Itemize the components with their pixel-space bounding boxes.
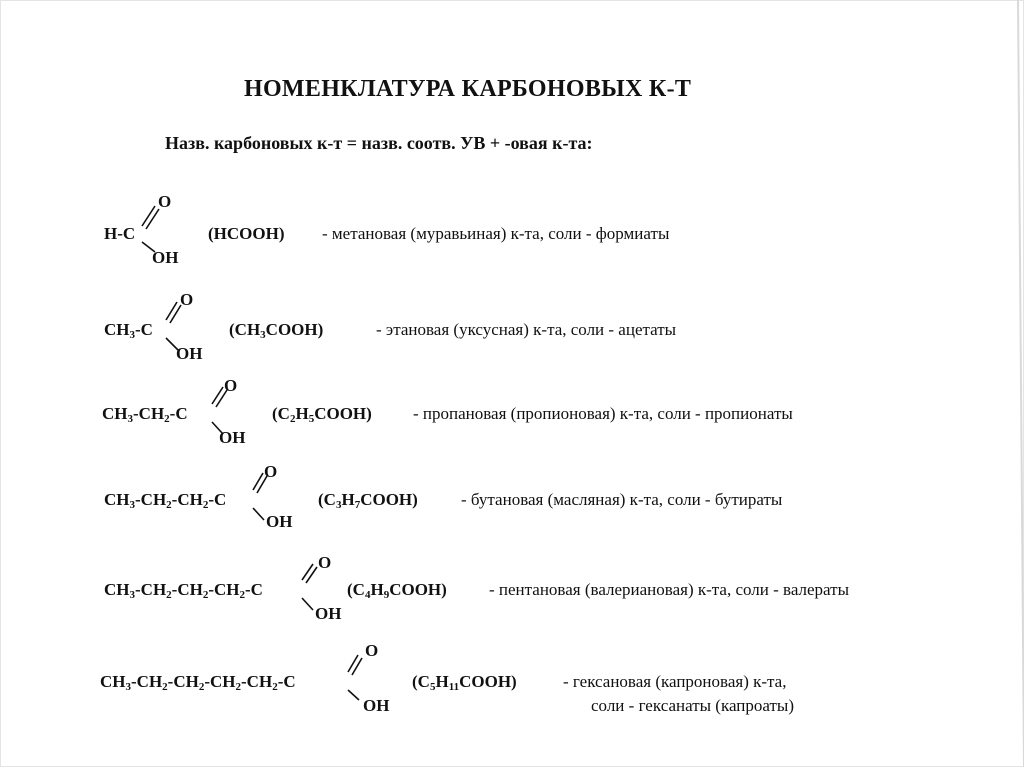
formula-subscript: 3: [335, 499, 342, 511]
acid-row-hexanoic: [0, 638, 1024, 728]
carbonyl-oxygen: O: [158, 192, 172, 211]
condensed-formula: $(C_3H_7COOH)$: [318, 490, 418, 511]
formula-subscript: 2: [164, 413, 170, 425]
page-title: НОМЕНКЛАТУРА КАРБОНОВЫХ К-Т: [244, 76, 692, 102]
formula-subscript: 2: [272, 681, 278, 693]
formula-subscript: 3: [129, 329, 135, 341]
carbonyl-oxygen: O: [318, 553, 332, 572]
acid-row-pentanoic: [0, 552, 1024, 642]
formula-subscript: 2: [235, 681, 242, 693]
formula-subscript: 3: [129, 589, 135, 601]
acid-row-methanoic: [0, 190, 1024, 280]
formula-subscript: 2: [289, 413, 296, 425]
structural-chain: $CH_3-CH_2-C$: [102, 404, 188, 425]
acid-description: - гексановая (капроновая) к-та,: [563, 672, 787, 691]
hydroxyl-group: OH: [219, 428, 246, 447]
hydroxyl-group: OH: [363, 696, 390, 715]
carbonyl-oxygen: O: [180, 290, 194, 309]
formula-subscript: 5: [308, 413, 315, 425]
hydroxyl-group: OH: [266, 512, 293, 531]
acid-description: - метановая (муравьиная) к-та, соли - формиаты: [322, 224, 670, 243]
hydroxyl-group: OH: [152, 248, 179, 267]
condensed-formula: (HCOOH): [208, 224, 285, 243]
acid-description: - бутановая (масляная) к-та, соли - бутираты: [461, 490, 783, 509]
formula-subscript: 3: [125, 681, 131, 693]
formula-subscript: 2: [166, 499, 172, 511]
formula-subscript: 7: [354, 499, 361, 511]
formula-subscript: 2: [202, 589, 209, 601]
naming-rule: Назв. карбоновых к-т = назв. соотв. УВ + -овая к-та:: [165, 133, 593, 153]
formula-subscript: 9: [383, 589, 390, 601]
carbonyl-oxygen: O: [264, 462, 278, 481]
acid-row-ethanoic: [0, 288, 1024, 378]
acid-description: - пропановая (пропионовая) к-та, соли - пропионаты: [413, 404, 793, 423]
formula-subscript: 2: [202, 499, 209, 511]
carbonyl-oxygen: O: [224, 376, 238, 395]
condensed-formula: $(CH_3COOH)$: [229, 320, 324, 341]
formula-subscript: 2: [166, 589, 172, 601]
formula-subscript: 2: [239, 589, 246, 601]
formula-subscript: 5: [429, 681, 436, 693]
acid-description: - пентановая (валериановая) к-та, соли - валераты: [489, 580, 850, 599]
formula-subscript: 3: [260, 329, 266, 341]
condensed-formula: $(C_2H_5COOH)$: [272, 404, 372, 425]
formula-subscript: 4: [364, 589, 371, 601]
carbonyl-oxygen: O: [365, 641, 379, 660]
formula-subscript: 2: [198, 681, 205, 693]
condensed-formula: $(C_4H_9COOH)$: [347, 580, 447, 601]
condensed-formula: $(C_5H_{11}COOH)$: [412, 672, 517, 693]
formula-subscript: 2: [162, 681, 168, 693]
structural-chain: H-C: [104, 224, 136, 243]
structural-chain: $CH_3-CH_2-CH_2-CH_2-C$: [104, 580, 263, 601]
hydroxyl-group: OH: [176, 344, 203, 363]
formula-subscript: 3: [129, 499, 135, 511]
acid-description-salts: соли - гексанаты (капроаты): [591, 696, 794, 715]
acid-description: - этановая (уксусная) к-та, соли - ацетаты: [376, 320, 677, 339]
formula-subscript: 3: [127, 413, 133, 425]
acid-row-propanoic: [0, 374, 1024, 464]
structural-chain: $CH_3-CH_2-CH_2-C$: [104, 490, 227, 511]
structural-chain: $CH_3-CH_2-CH_2-CH_2-CH_2-C$: [100, 672, 296, 693]
acid-row-butanoic: [0, 460, 1024, 550]
formula-subscript: 11: [448, 681, 460, 693]
structural-chain: $CH_3-C$: [104, 320, 153, 341]
hydroxyl-group: OH: [315, 604, 342, 623]
